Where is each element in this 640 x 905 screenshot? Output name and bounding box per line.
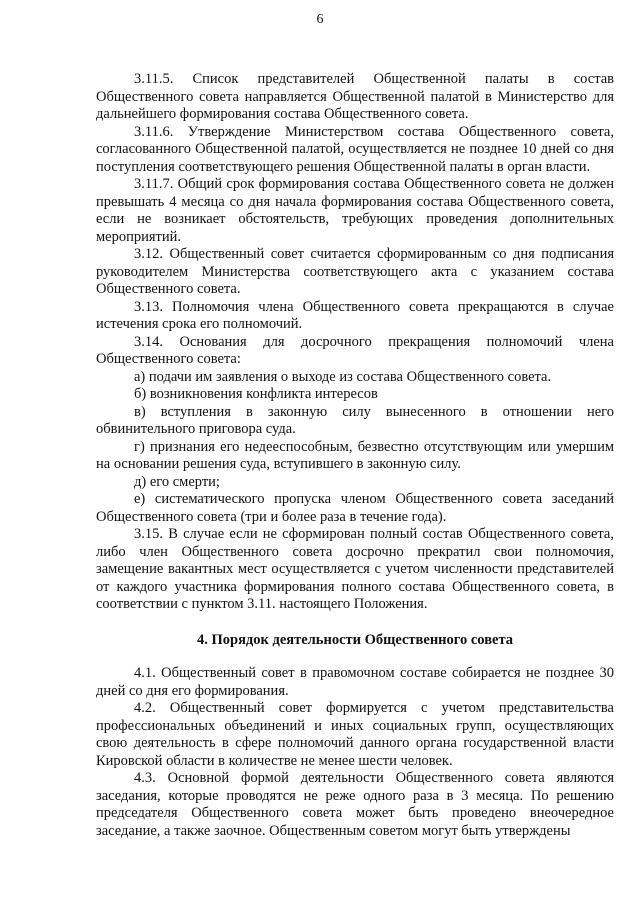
paragraph-3-15: 3.15. В случае если не сформирован полный состав Общественного совета, либо член Общественного совета досрочно прекратил свои полномочия, замещение вакантных мест осуществляется с учетом численности представителей от каждого участника формирования полного состава Общественного совета, в соответствии с пунктом 3.11. настоящего Положения. <box>96 526 614 612</box>
paragraph-3-11-7: 3.11.7. Общий срок формирования состава Общественного совета не должен превышать 4 месяца со дня начала формирования состава Общественного совета, если не возникает обстоятельств, требующих проведения дополнительных мероприятий. <box>96 176 614 245</box>
paragraph-3-11-5: 3.11.5. Список представителей Общественной палаты в состав Общественного совета направляется Общественной палатой в Министерство для дальнейшего формирования состава Общественного совета. <box>96 71 614 122</box>
paragraph-4-2: 4.2. Общественный совет формируется с учетом представительства профессиональных объединений и иных социальных групп, осуществляющих свою деятельность в сфере полномочий данного органа государственной власти Кировской области в количестве не менее шести человек. <box>96 700 614 769</box>
page-number: 6 <box>316 12 324 27</box>
paragraph-3-14: 3.14. Основания для досрочного прекращения полномочий члена Общественного совета: <box>96 333 614 367</box>
paragraph-4-1: 4.1. Общественный совет в правомочном составе собирается не позднее 30 дней со дня его формирования. <box>96 665 614 699</box>
paragraph-3-11-6: 3.11.6. Утверждение Министерством состава Общественного совета, согласованного Общественной палатой, осуществляется не позднее 10 дней со дня поступления соответствующего решения Общественной палаты в орган власти. <box>96 123 614 175</box>
list-item-a: а) подачи им заявления о выходе из состава Общественного совета. <box>134 368 552 385</box>
list-item-b: б) возникновения конфликта интересов <box>134 386 378 402</box>
list-item-v: в) вступления в законную силу вынесенного в отношении него обвинительного приговора суда. <box>96 403 614 437</box>
paragraph-3-13: 3.13. Полномочия члена Общественного совета прекращаются в случае истечения срока его полномочий. <box>96 298 614 332</box>
section-heading: 4. Порядок деятельности Общественного совета <box>196 631 514 648</box>
paragraph-3-12: 3.12. Общественный совет считается сформированным со дня подписания руководителем Министерства соответствующего акта с указанием состава Общественного совета. <box>96 246 614 297</box>
list-item-d: д) его смерти; <box>134 473 220 490</box>
paragraph-4-3: 4.3. Основной формой деятельности Общественного совета являются заседания, которые проводятся не реже одного раза в 3 месяца. По решению председателя Общественного совета может быть проведено внеочередное заседание, а также заочное. Общественным советом могут быть утверждены <box>96 770 614 839</box>
list-item-e: е) систематического пропуска членом Общественного совета заседаний Общественного совета (три и более раза в течение года). <box>96 491 614 525</box>
list-item-g: г) признания его недееспособным, безвестно отсутствующим или умершим на основании решения суда, вступившего в законную силу. <box>96 438 614 472</box>
document-body <box>96 71 614 840</box>
